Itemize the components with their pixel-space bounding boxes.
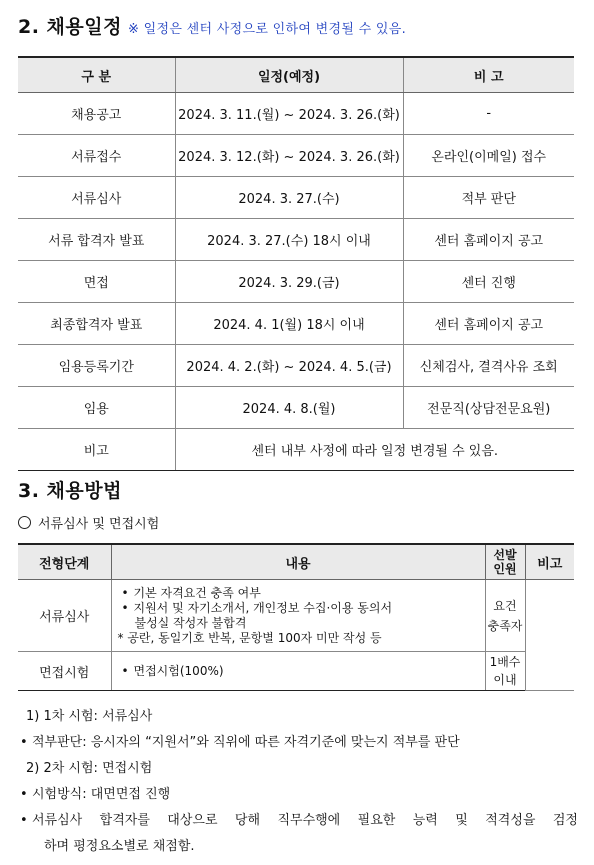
count-cell: 요건 충족자 [485, 580, 525, 652]
content-cell [111, 580, 485, 652]
row-remarks: 센터 홈페이지 공고 [403, 303, 574, 345]
table-row [18, 261, 574, 303]
header-category: 구 분 [18, 57, 175, 93]
table-row [18, 93, 574, 135]
stage-cell: 면접시험 [18, 652, 111, 691]
table-row [18, 345, 574, 387]
remarks-cell [525, 580, 574, 691]
row-remarks: 신체검사, 결격사유 조회 [403, 345, 574, 387]
row-remarks: 온라인(이메일) 접수 [403, 135, 574, 177]
stage-cell: 서류심사 [18, 580, 111, 652]
detail-bullet: • 시험방식: 대면면접 진행 [18, 782, 578, 808]
row-remarks: - [403, 93, 574, 135]
row-date: 2024. 3. 27.(수) [175, 177, 403, 219]
list-item: • 기본 자격요건 충족 여부 [134, 586, 479, 601]
table-row [18, 303, 574, 345]
circle-bullet-icon [18, 516, 31, 529]
table-row [18, 135, 574, 177]
table-row [18, 219, 574, 261]
list-item: • 지원서 및 자기소개서, 개인정보 수집·이용 동의서 [134, 601, 479, 616]
method-details [18, 704, 578, 860]
row-remarks: 전문직(상담전문요원) [403, 387, 574, 429]
table-header-row [18, 544, 574, 580]
footer-text: 센터 내부 사정에 따라 일정 변경될 수 있음. [175, 429, 574, 471]
row-category: 채용공고 [18, 93, 175, 135]
table-row [18, 177, 574, 219]
method-table [18, 543, 574, 691]
count-cell: 1배수 이내 [485, 652, 525, 691]
row-category: 서류심사 [18, 177, 175, 219]
criteria-note: * 공란, 동일기호 반복, 문항별 100자 미만 작성 등 [117, 630, 382, 645]
row-date: 2024. 4. 1(월) 18시 이내 [175, 303, 403, 345]
table-row [18, 387, 574, 429]
content-cell [111, 652, 485, 691]
section-heading: 2. 채용일정 [18, 16, 122, 38]
row-date: 2024. 4. 8.(월) [175, 387, 403, 429]
method-subtitle [18, 513, 159, 532]
detail-bullet: • 적부판단: 응시자의 “지원서”와 직위에 따른 자격기준에 맞는지 적부를 판단 [18, 730, 578, 756]
row-date: 2024. 3. 12.(화) ~ 2024. 3. 26.(화) [175, 135, 403, 177]
row-date: 2024. 3. 27.(수) 18시 이내 [175, 219, 403, 261]
row-date: 2024. 3. 11.(월) ~ 2024. 3. 26.(화) [175, 93, 403, 135]
header-remarks: 비 고 [403, 57, 574, 93]
schedule-note: ※ 일정은 센터 사정으로 인하여 변경될 수 있음. [127, 22, 407, 37]
detail-line: 1) 1차 시험: 서류심사 [26, 709, 153, 724]
list-item: • 면접시험(100%) [134, 664, 479, 679]
table-row-footer [18, 429, 574, 471]
criteria-list [118, 586, 479, 616]
table-row [18, 652, 574, 691]
footer-label: 비고 [18, 429, 175, 471]
row-date: 2024. 4. 2.(화) ~ 2024. 4. 5.(금) [175, 345, 403, 387]
row-category: 서류접수 [18, 135, 175, 177]
row-remarks: 센터 홈페이지 공고 [403, 219, 574, 261]
method-subtitle-text: 서류심사 및 면접시험 [38, 517, 160, 532]
row-category: 임용 [18, 387, 175, 429]
row-category: 서류 합격자 발표 [18, 219, 175, 261]
detail-bullet-continuation: 하며 평정요소별로 채점함. [44, 839, 195, 854]
row-remarks: 적부 판단 [403, 177, 574, 219]
schedule-table [18, 56, 574, 471]
row-date: 2024. 3. 29.(금) [175, 261, 403, 303]
row-remarks: 센터 진행 [403, 261, 574, 303]
table-header-row [18, 57, 574, 93]
row-category: 면접 [18, 261, 175, 303]
row-category: 최종합격자 발표 [18, 303, 175, 345]
section-title-schedule [18, 12, 406, 39]
header-date: 일정(예정) [175, 57, 403, 93]
table-row [18, 580, 574, 652]
section-title-method: 3. 채용방법 [18, 480, 122, 502]
header-remarks: 비고 [525, 544, 574, 580]
row-category: 임용등록기간 [18, 345, 175, 387]
criteria-list [118, 664, 479, 679]
header-count: 선발 인원 [485, 544, 525, 580]
header-stage: 전형단계 [18, 544, 111, 580]
list-item-continuation: 불성실 작성자 불합격 [134, 615, 247, 630]
header-content: 내용 [111, 544, 485, 580]
detail-line: 2) 2차 시험: 면접시험 [26, 761, 153, 776]
detail-bullet: • 서류심사 합격자를 대상으로 당해 직무수행에 필요한 능력 및 적격성을 검정 [18, 808, 578, 834]
